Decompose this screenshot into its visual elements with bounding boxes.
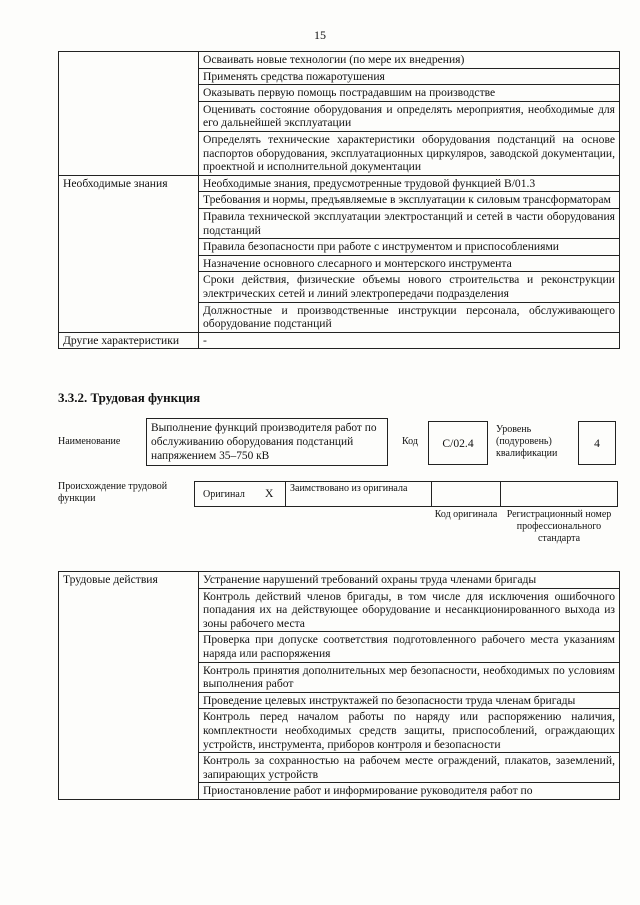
knowledge-item: Назначение основного слесарного и монтерского инструмента <box>199 255 620 272</box>
code-label: Код <box>402 436 418 447</box>
section-heading: 3.3.2. Трудовая функция <box>58 390 201 405</box>
other-characteristics-value: - <box>199 332 620 349</box>
other-characteristics-label: Другие характеристики <box>59 332 199 349</box>
reg-number-box <box>500 481 618 507</box>
level-label: Уровень (подуровень) квалификации <box>496 424 558 459</box>
work-actions-table <box>58 571 620 800</box>
skills-knowledge-table <box>58 51 620 349</box>
table-row <box>59 175 620 192</box>
action-item: Контроль принятия дополнительных мер безопасности, необходимых по условиям выполнения работ <box>199 662 620 692</box>
knowledge-item: Должностные и производственные инструкции персонала, обслуживающего оборудование подстанций <box>199 302 620 332</box>
knowledge-item: Необходимые знания, предусмотренные трудовой функцией В/01.3 <box>199 175 620 192</box>
skill-item: Оказывать первую помощь пострадавшим на производстве <box>199 85 620 102</box>
table-row <box>59 572 620 589</box>
borrowed-box: Заимствовано из оригинала <box>285 481 432 507</box>
skill-item: Осваивать новые технологии (по мере их внедрения) <box>199 52 620 69</box>
code-box: С/02.4 <box>428 421 488 465</box>
knowledge-label: Необходимые знания <box>59 175 199 332</box>
action-item: Проверка при допуске соответствия подготовленного рабочего места указаниям наряда или распоряжения <box>199 632 620 662</box>
action-item: Контроль перед началом работы по наряду или распоряжению наличия, комплектности необходимых средств защиты, приспособлений, ограждающих устройств, инструмента, приборов контроля и безопасности <box>199 709 620 753</box>
page-number: 15 <box>314 28 326 42</box>
action-item: Устранение нарушений требований охраны труда членами бригады <box>199 572 620 589</box>
skill-item: Применять средства пожаротушения <box>199 68 620 85</box>
name-label: Наименование <box>58 436 121 447</box>
level-box: 4 <box>578 421 616 465</box>
reg-number-caption: Регистрационный номер профессионального стандарта <box>506 509 612 544</box>
function-name-box: Выполнение функций производителя работ по обслуживанию оборудования подстанций напряжением 35–750 кВ <box>146 418 388 466</box>
action-item: Контроль за сохранностью на рабочем месте ограждений, плакатов, заземлений, запирающих устройств <box>199 753 620 783</box>
skills-label-cell <box>59 52 199 176</box>
original-box <box>194 481 286 507</box>
knowledge-item: Правила безопасности при работе с инструментом и приспособлениями <box>199 239 620 256</box>
code-original-caption: Код оригинала <box>434 509 498 520</box>
table-row <box>59 52 620 69</box>
original-checkmark: X <box>265 487 274 500</box>
knowledge-item: Сроки действия, физические объемы нового строительства и реконструкции электрических сетей и линий электропередачи подразделения <box>199 272 620 302</box>
origin-label: Происхождение трудовой функции <box>58 481 168 504</box>
skill-item: Определять технические характеристики оборудования подстанций на основе паспортов оборудования, эксплуатационных циркуляров, заводской документации, проектной и исполнительной документации <box>199 131 620 175</box>
action-item: Контроль действий членов бригады, в том числе для исключения ошибочного попадания их на действующее оборудование и несанкционированного выхода из зоны рабочего места <box>199 588 620 632</box>
actions-label: Трудовые действия <box>59 572 199 800</box>
action-item: Проведение целевых инструктажей по безопасности труда членам бригады <box>199 692 620 709</box>
knowledge-item: Требования и нормы, предъявляемые в эксплуатации к силовым трансформаторам <box>199 192 620 209</box>
table-row <box>59 332 620 349</box>
action-item: Приостановление работ и информирование руководителя работ по <box>199 783 620 800</box>
code-original-box <box>431 481 501 507</box>
skill-item: Оценивать состояние оборудования и определять мероприятия, необходимые для его дальнейшей эксплуатации <box>199 101 620 131</box>
knowledge-item: Правила технической эксплуатации электростанций и сетей в части оборудования подстанций <box>199 208 620 238</box>
original-label: Оригинал <box>203 489 245 500</box>
